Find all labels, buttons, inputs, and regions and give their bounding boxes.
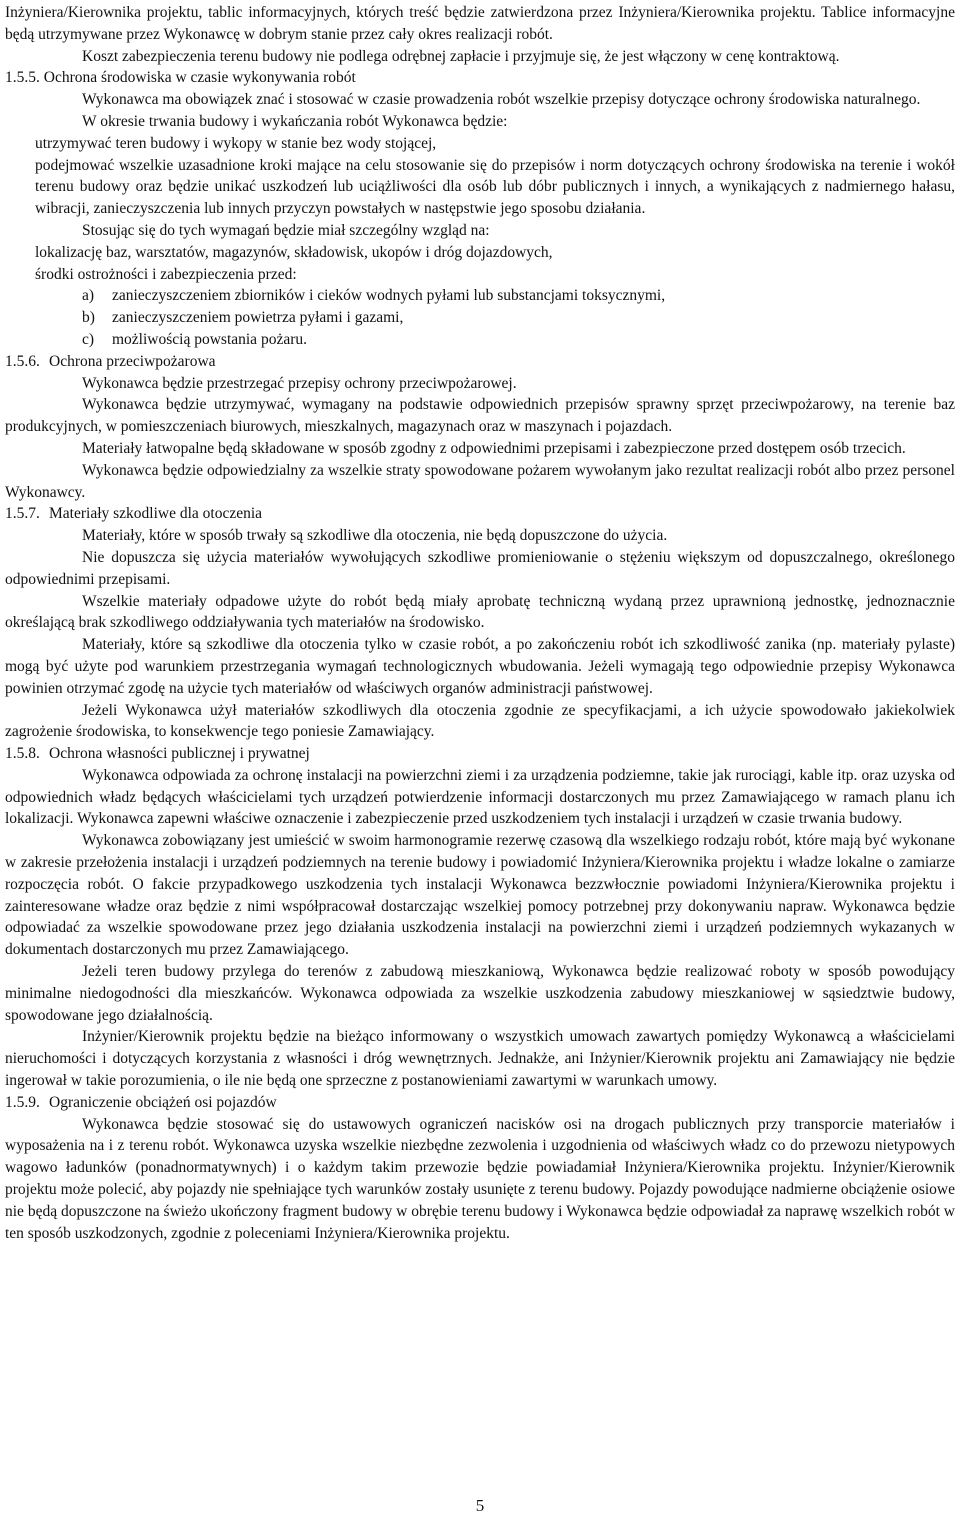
page-number: 5 — [475, 1496, 485, 1515]
section-number: 1.5.7. — [5, 505, 40, 523]
list-item-text: podejmować wszelkie uzasadnione kroki mające na celu stosowanie się do przepisów i norm dotyczących ochrony środowiska na terenie i wokół terenu budowy oraz będzie unikać uszkodzeń lub uciążliwości dla osób lub dóbr publicznych i innych, a wynikających z nadmiernego hałasu, wibracji, zanieczyszczenia lub innych przyczyn powstałych w następstwie jego sposobu działania. — [35, 156, 955, 218]
section-number: 1.5.9. — [5, 1093, 40, 1111]
section-heading-1-5-7 — [5, 503, 955, 525]
list-item-text: zanieczyszczeniem powietrza pyłami i gazami, — [112, 309, 404, 327]
list-item — [5, 264, 955, 286]
section-heading-1-5-6 — [5, 351, 955, 373]
sub-list-item — [5, 307, 955, 329]
section-heading-1-5-9 — [5, 1092, 955, 1114]
list-item — [5, 155, 955, 220]
list-item — [5, 242, 955, 264]
list-item-text: lokalizację baz, warsztatów, magazynów, składowisk, ukopów i dróg dojazdowych, — [35, 243, 553, 261]
paragraph: Koszt zabezpieczenia terenu budowy nie podlega odrębnej zapłacie i przyjmuje się, że jest włączony w cenę kontraktową. — [82, 47, 840, 65]
list-marker: b) — [82, 309, 95, 327]
list-item-text: zanieczyszczeniem zbiorników i cieków wodnych pyłami lub substancjami toksycznymi, — [112, 287, 666, 305]
list-item-text: utrzymywać teren budowy i wykopy w stanie bez wody stojącej, — [35, 134, 437, 152]
paragraph: Wykonawca będzie odpowiedzialny za wszelkie straty spowodowane pożarem wywołanym jako rezultat realizacji robót albo przez personel Wykonawcy. — [5, 461, 955, 501]
section-heading-1-5-5: 1.5.5. Ochrona środowiska w czasie wykonywania robót — [5, 69, 356, 87]
paragraph: Wykonawca będzie stosować się do ustawowych ograniczeń nacisków osi na drogach publicznych przy transporcie materiałów i wyposażenia na i z terenu robót. Wykonawca uzyska wszelkie niezbędne zezwolenia i uzgodnienia od właściwych władz co do przewozu nietypowych wagowo ładunków (ponadnormatywnych) i o każdym takim przewozie będzie powiadamiał Inżyniera/Kierownika projektu. Inżynier/Kierownik projektu może polecić, aby pojazdy nie spełniające tych warunków zostały usunięte z terenu budowy. Pojazdy powodujące nadmierne obciążenie osiowe nie będą dopuszczone na świeżo ukończony fragment budowy w obrębie terenu budowy i Wykonawca będzie odpowiadał za naprawę wszelkich robót w ten sposób uszkodzonych, zgodnie z poleceniami Inżyniera/Kierownika projektu. — [5, 1115, 955, 1242]
section-title: Ograniczenie obciążeń osi pojazdów — [49, 1093, 277, 1111]
paragraph: Wszelkie materiały odpadowe użyte do robót będą miały aprobatę techniczną wydaną przez uprawnioną jednostkę, jednoznacznie określającą brak szkodliwego oddziaływania tych materiałów na środowisko. — [5, 592, 955, 632]
sub-list-item — [5, 285, 955, 307]
paragraph: Wykonawca będzie przestrzegać przepisy ochrony przeciwpożarowej. — [82, 374, 517, 392]
section-title: Ochrona własności publicznej i prywatnej — [49, 745, 310, 763]
sub-list-item — [5, 329, 955, 351]
list-marker — [5, 242, 35, 264]
paragraph: Jeżeli teren budowy przylega do terenów z zabudową mieszkaniową, Wykonawca będzie realizować roboty w sposób powodujący minimalne niedogodności dla mieszkańców. Wykonawca odpowiada za wszelkie uszkodzenia zabudowy mieszkaniowej w sąsiedztwie budowy, spowodowane jego działalnością. — [5, 963, 955, 1024]
section-title: Materiały szkodliwe dla otoczenia — [49, 505, 263, 523]
list-item-text: środki ostrożności i zabezpieczenia przed: — [35, 265, 297, 283]
list-item — [5, 133, 955, 155]
paragraph: Wykonawca zobowiązany jest umieścić w swoim harmonogramie rezerwę czasową dla wszelkiego rodzaju robót, które mają być wykonane w zakresie przełożenia instalacji i urządzeń podziemnych na terenie budowy i powiadomić Inżyniera/Kierownika projektu i władze lokalne o zamiarze rozpoczęcia robót. O fakcie przypadkowego uszkodzenia tych instalacji Wykonawca bezzwłocznie powiadomi Inżyniera/Kierownika projektu i zainteresowane władze oraz będzie z nimi współpracował dostarczając wszelkiej pomocy potrzebnej przy dokonywaniu napraw. Wykonawca będzie odpowiadać za wszelkie spowodowane przez jego działania uszkodzenia instalacji na powierzchni ziemi i urządzeń podziemnych wykazanych w dokumentach dostarczonych mu przez Zamawiającego. — [5, 832, 955, 959]
paragraph: Materiały, które w sposób trwały są szkodliwe dla otoczenia, nie będą dopuszczone do użycia. — [82, 527, 668, 545]
paragraph: Stosując się do tych wymagań będzie miał szczególny wzgląd na: — [82, 221, 490, 239]
list-marker — [5, 133, 35, 155]
paragraph: Inżynier/Kierownik projektu będzie na bieżąco informowany o wszystkich umowach zawartych pomiędzy Wykonawcą a właścicielami nieruchomości i dotyczących korzystania z własności i dróg wewnętrznych. Jednakże, ani Inżynier/Kierownik projektu ani Zamawiający nie będzie ingerował w takie porozumienia, o ile nie będą one sprzeczne z postanowieniami zawartymi w warunkach umowy. — [5, 1028, 955, 1090]
list-marker — [5, 155, 35, 177]
paragraph: Wykonawca odpowiada za ochronę instalacji na powierzchni ziemi i za urządzenia podziemne, takie jak rurociągi, kable itp. oraz uzyska od odpowiednich władz będących właścicielami tych urządzeń potwierdzenie informacji dostarczonych mu przez Zamawiającego w ramach planu ich lokalizacji. Wykonawca zapewni właściwe oznaczenie i zabezpieczenie przed uszkodzeniem tych instalacji i urządzeń w czasie trwania budowy. — [5, 766, 955, 828]
list-marker: a) — [82, 287, 95, 305]
section-number: 1.5.6. — [5, 352, 40, 370]
paragraph: Materiały, które są szkodliwe dla otoczenia tylko w czasie robót, a po zakończeniu robót ich szkodliwość zanika (np. materiały pylaste) mogą być użyte pod warunkiem przestrzegania wymagań technologicznych wbudowania. Jeżeli wymagają tego odpowiednie przepisy Wykonawca powinien otrzymać zgodę na użycie tych materiałów od właściwych organów administracji państwowej. — [5, 636, 955, 697]
section-number: 1.5.8. — [5, 745, 40, 763]
paragraph: Jeżeli Wykonawca użył materiałów szkodliwych dla otoczenia zgodnie ze specyfikacjami, a ich użycie spowodowało jakiekolwiek zagrożenie środowiska, to konsekwencje tego poniesie Zamawiający. — [5, 701, 955, 741]
paragraph: Nie dopuszcza się użycia materiałów wywołujących szkodliwe promieniowanie o stężeniu większym od dopuszczalnego, określonego odpowiednimi przepisami. — [5, 548, 955, 588]
paragraph: Materiały łatwopalne będą składowane w sposób zgodny z odpowiednimi przepisami i zabezpieczone przed dostępem osób trzecich. — [82, 439, 906, 457]
section-title: Ochrona przeciwpożarowa — [49, 352, 216, 370]
list-item-text: możliwością powstania pożaru. — [112, 330, 307, 348]
section-heading-1-5-8 — [5, 743, 955, 765]
list-marker: c) — [82, 330, 95, 348]
paragraph: Wykonawca ma obowiązek znać i stosować w czasie prowadzenia robót wszelkie przepisy dotyczące ochrony środowiska naturalnego. — [82, 91, 921, 109]
list-marker — [5, 264, 35, 286]
paragraph-continuation: Inżyniera/Kierownika projektu, tablic informacyjnych, których treść będzie zatwierdzona przez Inżyniera/Kierownika projektu. Tablice informacyjne będą utrzymywane przez Wykonawcę w dobrym stanie przez cały okres realizacji robót. — [5, 4, 955, 43]
paragraph: Wykonawca będzie utrzymywać, wymagany na podstawie odpowiednich przepisów sprawny sprzęt przeciwpożarowy, na terenie baz produkcyjnych, w pomieszczeniach biurowych, mieszkalnych, magazynach oraz w maszynach i pojazdach. — [5, 396, 955, 436]
paragraph: W okresie trwania budowy i wykańczania robót Wykonawca będzie: — [82, 112, 508, 130]
